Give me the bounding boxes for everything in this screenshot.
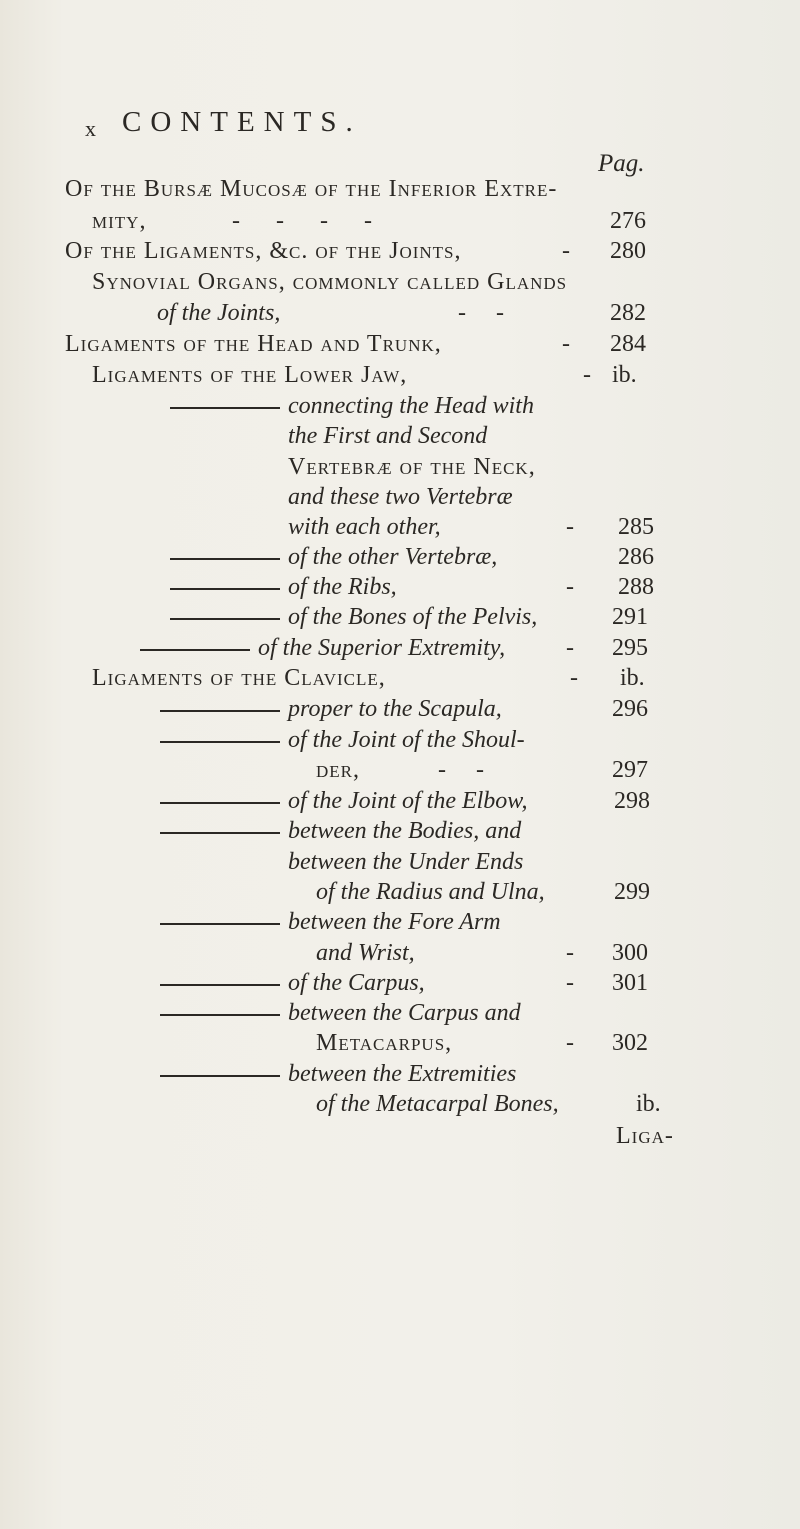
ditto-rule bbox=[160, 741, 280, 743]
entry-page: 291 bbox=[612, 604, 648, 630]
leader-dashes: - bbox=[562, 331, 570, 357]
entry-text: and these two Vertebræ bbox=[288, 484, 513, 510]
leader-dashes: - bbox=[562, 238, 570, 264]
entry-text: der, bbox=[316, 757, 360, 783]
ditto-rule bbox=[170, 618, 280, 620]
entry-page: 301 bbox=[612, 970, 648, 996]
entry-text: connecting the Head with bbox=[288, 393, 534, 419]
ditto-rule bbox=[140, 649, 250, 651]
ditto-rule bbox=[160, 802, 280, 804]
leader-dashes: - bbox=[566, 940, 574, 966]
leader-dashes: - bbox=[566, 635, 574, 661]
ditto-rule bbox=[160, 1014, 280, 1016]
running-head: CONTENTS. bbox=[122, 106, 362, 138]
entry-text: of the Superior Extremity, bbox=[258, 635, 506, 661]
entry-page: 286 bbox=[618, 544, 654, 570]
ditto-rule bbox=[170, 407, 280, 409]
entry-text: proper to the Scapula, bbox=[288, 696, 502, 722]
entry-text: Ligaments of the Head and Trunk, bbox=[65, 331, 442, 357]
entry-page: 280 bbox=[610, 238, 646, 264]
leader-dashes: - bbox=[570, 665, 578, 691]
entry-text: of the Carpus, bbox=[288, 970, 425, 996]
entry-text: Of the Bursæ Mucosæ of the Inferior Extre- bbox=[65, 176, 558, 202]
entry-text: Ligaments of the Clavicle, bbox=[92, 665, 386, 691]
entry-text: between the Bodies, and bbox=[288, 818, 522, 844]
entry-page: 302 bbox=[612, 1030, 648, 1056]
entry-text: of the Metacarpal Bones, bbox=[316, 1091, 559, 1117]
entry-page: 295 bbox=[612, 635, 648, 661]
ditto-rule bbox=[160, 710, 280, 712]
leader-dashes: - bbox=[566, 970, 574, 996]
entry-page: 288 bbox=[618, 574, 654, 600]
entry-page: 297 bbox=[612, 757, 648, 783]
entry-page: ib. bbox=[636, 1091, 661, 1117]
entry-text: of the Joint of the Elbow, bbox=[288, 788, 528, 814]
entry-text: of the other Vertebræ, bbox=[288, 544, 498, 570]
entry-text: Of the Ligaments, &c. of the Joints, bbox=[65, 238, 462, 264]
entry-page: 285 bbox=[618, 514, 654, 540]
entry-page: 299 bbox=[614, 879, 650, 905]
page-folio: x bbox=[85, 116, 96, 141]
entry-page: ib. bbox=[620, 665, 645, 691]
entry-page: ib. bbox=[612, 362, 637, 388]
entry-text: between the Carpus and bbox=[288, 1000, 521, 1026]
ditto-rule bbox=[170, 588, 280, 590]
leader-dashes: - - - - bbox=[232, 208, 372, 234]
entry-page: 284 bbox=[610, 331, 646, 357]
entry-text: Synovial Organs, commonly called Glands bbox=[92, 269, 568, 295]
ditto-rule bbox=[160, 832, 280, 834]
entry-text: of the Joint of the Shoul- bbox=[288, 727, 525, 753]
catchword: Liga- bbox=[616, 1123, 674, 1149]
ditto-rule bbox=[160, 1075, 280, 1077]
entry-page: 296 bbox=[612, 696, 648, 722]
entry-page: 276 bbox=[610, 208, 646, 234]
entry-text: and Wrist, bbox=[316, 940, 415, 966]
entry-page: 282 bbox=[610, 300, 646, 326]
ditto-rule bbox=[170, 558, 280, 560]
entry-text: between the Extremities bbox=[288, 1061, 517, 1087]
entry-page: 298 bbox=[614, 788, 650, 814]
ditto-rule bbox=[160, 923, 280, 925]
entry-text: of the Ribs, bbox=[288, 574, 397, 600]
ditto-rule bbox=[160, 984, 280, 986]
entry-text: the First and Second bbox=[288, 423, 488, 449]
entry-text: Ligaments of the Lower Jaw, bbox=[92, 362, 408, 388]
entry-text: Metacarpus, bbox=[316, 1030, 453, 1056]
leader-dashes: - bbox=[583, 362, 591, 388]
entry-text: of the Radius and Ulna, bbox=[316, 879, 545, 905]
entry-text: mity, bbox=[92, 208, 147, 234]
entry-text: with each other, bbox=[288, 514, 441, 540]
leader-dashes: - bbox=[566, 514, 574, 540]
leader-dashes: - bbox=[566, 574, 574, 600]
entry-text: between the Fore Arm bbox=[288, 909, 501, 935]
entry-text: Vertebræ of the Neck, bbox=[288, 454, 536, 480]
leader-dashes: - - bbox=[458, 300, 504, 326]
entry-text: of the Joints, bbox=[157, 300, 281, 326]
leader-dashes: - - bbox=[438, 757, 484, 783]
entry-text: between the Under Ends bbox=[288, 849, 524, 875]
entry-page: 300 bbox=[612, 940, 648, 966]
leader-dashes: - bbox=[566, 1030, 574, 1056]
entry-text: of the Bones of the Pelvis, bbox=[288, 604, 538, 630]
page-column-label: Pag. bbox=[598, 150, 645, 177]
